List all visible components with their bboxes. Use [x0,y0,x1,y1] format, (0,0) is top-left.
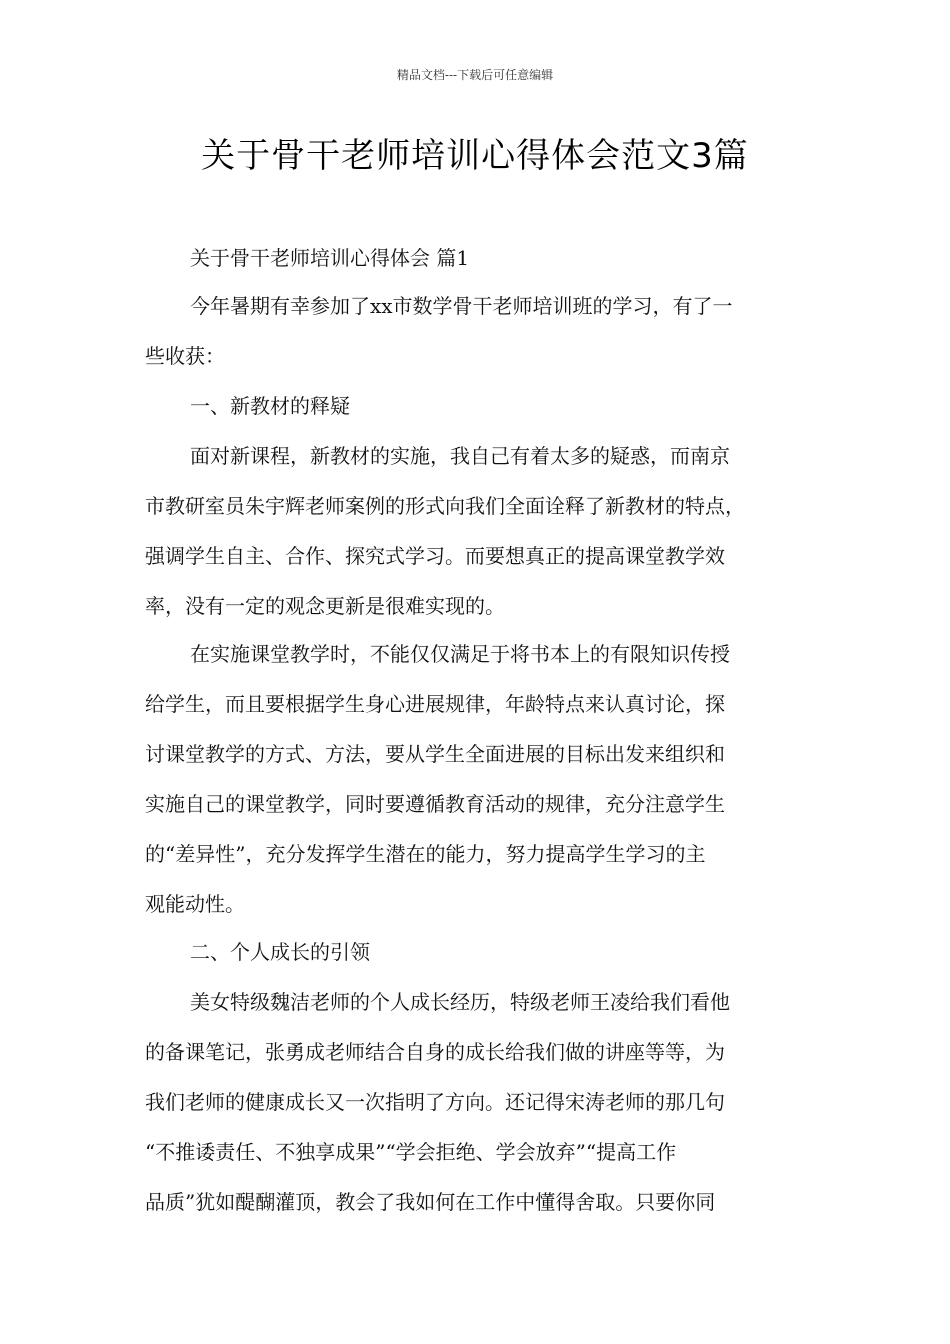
paragraph-line: 强调学生自主、合作、探究式学习。而要想真正的提高课堂教学效 [145,544,725,568]
document-title: 关于骨干老师培训心得体会范文3篇 [201,136,749,176]
paragraph-line: 今年暑期有幸参加了xx市数学骨干老师培训班的学习，有了一 [190,294,733,318]
paragraph-line: 观能动性。 [145,892,245,916]
section-heading: 二、个人成长的引领 [190,940,370,964]
paragraph-line: 面对新课程，新教材的实施，我自己有着太多的疑惑，而南京 [190,444,730,468]
paragraph-line: “不推诿责任、不独享成果”“学会拒绝、学会放弃”“提高工作 [145,1140,677,1164]
document-header-note: 精品文档---下载后可任意编辑 [396,68,554,82]
paragraph-line: 实施自己的课堂教学，同时要遵循教育活动的规律，充分注意学生 [145,792,725,816]
paragraph-line: 在实施课堂教学时，不能仅仅满足于将书本上的有限知识传授 [190,642,730,666]
paragraph-line: 我们老师的健康成长又一次指明了方向。还记得宋涛老师的那几句 [145,1090,725,1114]
section-heading: 一、新教材的释疑 [190,394,350,418]
paragraph-line: 的“差异性”，充分发挥学生潜在的能力，努力提高学生学习的主 [145,842,706,866]
section-heading: 关于骨干老师培训心得体会 篇1 [190,246,470,270]
paragraph-line: 市教研室员朱宇辉老师案例的形式向我们全面诠释了新教材的特点， [145,494,745,518]
paragraph-line: 些收获： [145,344,225,368]
paragraph-line: 讨课堂教学的方式、方法，要从学生全面进展的目标出发来组织和 [145,742,725,766]
paragraph-line: 率，没有一定的观念更新是很难实现的。 [145,594,505,618]
paragraph-line: 给学生，而且要根据学生身心进展规律，年龄特点来认真讨论，探 [145,692,725,716]
paragraph-line: 美女特级魏洁老师的个人成长经历，特级老师王凌给我们看他 [190,990,730,1014]
paragraph-line: 品质”犹如醍醐灌顶，教会了我如何在工作中懂得舍取。只要你同 [145,1190,716,1214]
paragraph-line: 的备课笔记，张勇成老师结合自身的成长给我们做的讲座等等，为 [145,1040,725,1064]
